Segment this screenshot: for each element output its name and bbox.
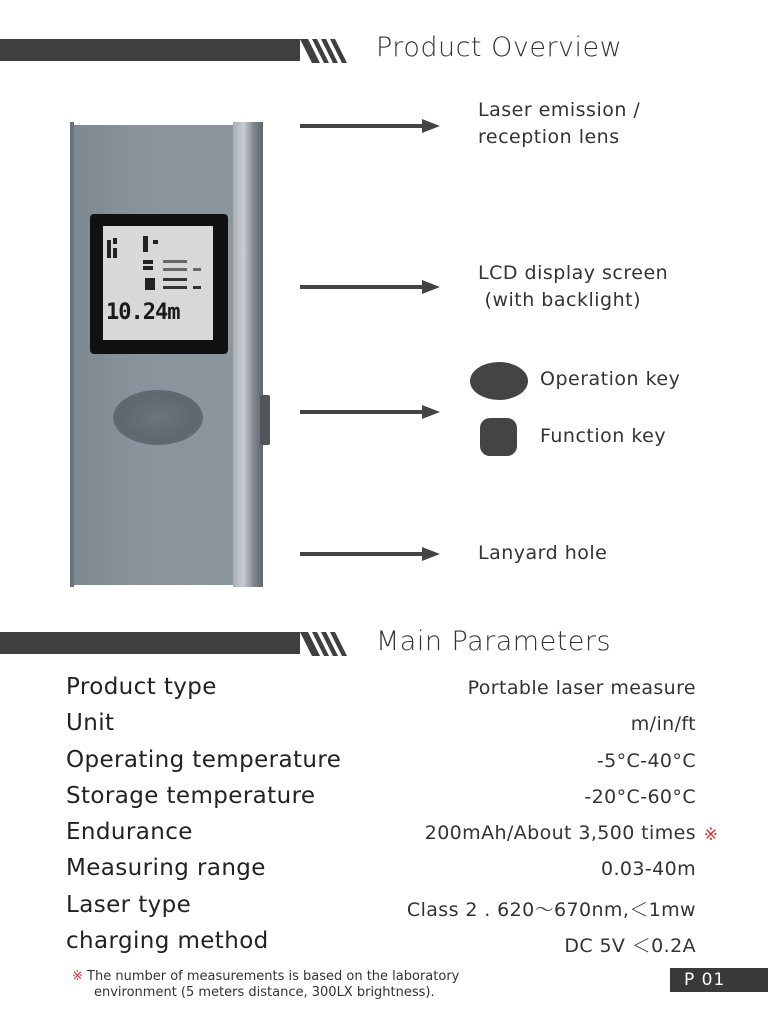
param-value: -20°C-60°C (584, 785, 696, 808)
param-row (66, 783, 696, 819)
footnote-mark-icon: ※ (72, 969, 83, 984)
arrow-right-icon (300, 280, 440, 294)
param-label: charging method (66, 928, 269, 955)
param-value: DC 5V ＜0.2A (564, 935, 696, 958)
header-bar-fill (0, 632, 300, 654)
param-row (66, 855, 696, 891)
param-value: Class 2 . 620～670nm,＜1mw (406, 898, 696, 921)
lcd-reading: 10.24m (106, 300, 180, 325)
device-body (72, 125, 237, 585)
device-function-button (260, 395, 270, 445)
param-row (66, 928, 696, 964)
header-stripes-icon (300, 37, 350, 65)
device-side-panel (233, 122, 263, 587)
header-bar-fill (0, 39, 300, 61)
param-label: Storage temperature (66, 782, 316, 809)
param-label: Endurance (66, 819, 193, 846)
header-stripes-icon (300, 630, 350, 658)
footnote (72, 969, 632, 1001)
param-value: Portable laser measure (467, 677, 696, 699)
parameters-title: Main Parameters (376, 626, 612, 657)
arrow-right-icon (300, 405, 440, 419)
footnote-line-1: The number of measurements is based on the laboratory (87, 969, 460, 984)
function-key-label: Function key (540, 425, 667, 447)
param-row (66, 819, 718, 855)
device-lcd-screen (103, 226, 213, 340)
operation-key-label: Operation key (540, 368, 681, 390)
arrow-right-icon (300, 547, 440, 561)
device-edge (70, 122, 74, 587)
footnote-line-2: environment (5 meters distance, 300LX brightness). (94, 985, 435, 1000)
device-operation-button (113, 390, 203, 445)
param-label: Operating temperature (66, 746, 342, 773)
lcd-label: LCD display screen (with backlight) (478, 262, 669, 311)
param-label: Product type (66, 674, 217, 700)
device-lcd-frame (90, 214, 228, 354)
device-illustration (70, 122, 270, 587)
lens-label: Laser emission / reception lens (478, 99, 641, 148)
param-row (66, 674, 696, 710)
overview-title: Product Overview (376, 32, 623, 63)
param-value: 0.03-40m (600, 858, 696, 881)
lanyard-label: Lanyard hole (478, 542, 608, 564)
page-number-badge: P 01 (670, 968, 768, 992)
reference-mark-icon: ※ (703, 825, 718, 846)
param-value: -5°C-40°C (596, 749, 696, 772)
param-label: Unit (66, 710, 115, 737)
param-value: m/in/ft (630, 713, 696, 736)
arrow-right-icon (300, 119, 440, 133)
param-label: Laser type (66, 891, 192, 918)
param-row (66, 892, 696, 928)
operation-key-icon (470, 362, 528, 400)
function-key-icon (480, 418, 517, 456)
param-label: Measuring range (66, 855, 266, 882)
param-row (66, 747, 696, 783)
param-value: 200mAh/About 3,500 times (424, 822, 696, 845)
param-row (66, 710, 696, 746)
parameters-table (66, 674, 718, 964)
